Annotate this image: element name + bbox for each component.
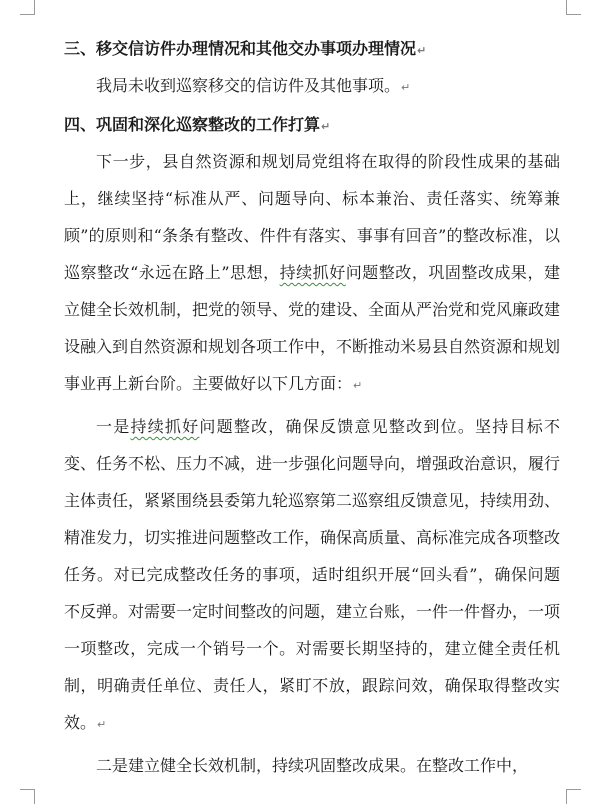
grammar-squiggle[interactable]: 持续抓好: [130, 417, 200, 436]
item-2-paragraph: 二是建立健全长效机制，持续巩固整改成果。在整改工作中，: [96, 756, 529, 775]
paragraph-mark-icon: ↵: [321, 120, 331, 133]
section-4-intro: 下一步，县自然资源和规划局党组将在取得的阶段性成果的基础上，继续坚持“标准从严、问题导向、标本兼治、责任落实、统筹兼顾”的原则和“条条有整改、件件有落实、事事有回音”的整改标准，以巡察整改“永远在路上”思想，持续抓好问题整改，巩固整改成果，建立健全长效机制，把党的领导、党的建设、全面从严治党和党风廉政建设融入到自然资源和规划各项工作中，不断推动米易县自然资源和规划事业再上新台阶。主要做好以下几方面：↵: [64, 152, 561, 393]
paragraph-mark-icon: ↵: [401, 81, 411, 94]
paragraph-mark-icon: ↵: [97, 718, 107, 731]
grammar-squiggle[interactable]: 持续抓好: [279, 263, 346, 282]
crop-mark-bottom-right: [566, 789, 581, 804]
crop-mark-bottom-left: [20, 789, 35, 804]
crop-mark-top-right: [566, 0, 581, 15]
crop-mark-top-left: [20, 0, 35, 15]
section-4-heading: 四、巩固和深化巡察整改的工作打算↵: [64, 115, 331, 134]
section-3-body: 我局未收到巡察移交的信访件及其他事项。↵: [96, 76, 411, 95]
section-3-heading: 三、移交信访件办理情况和其他交办事项办理情况↵: [64, 39, 427, 58]
document-body[interactable]: [64, 30, 560, 784]
item-1-paragraph: 一是持续抓好问题整改，确保反馈意见整改到位。坚持目标不变、任务不松、压力不减，进一步强化问题导向，增强政治意识，履行主体责任，紧紧围绕县委第九轮巡察第二巡察组反馈意见，持续用劲、精准发力，切实推进问题整改工作，确保高质量、高标准完成各项整改任务。对已完成整改任务的事项，适时组织开展“回头看”，确保问题不反弹。对需要一定时间整改的问题，建立台账，一件一件督办，一项一项整改，完成一个销号一个。对需要长期坚持的，建立健全责任机制，明确责任单位、责任人，紧盯不放，跟踪问效，确保取得整改实效。↵: [64, 417, 561, 732]
paragraph-mark-icon: ↵: [417, 44, 427, 57]
paragraph-mark-icon: ↵: [353, 379, 363, 392]
